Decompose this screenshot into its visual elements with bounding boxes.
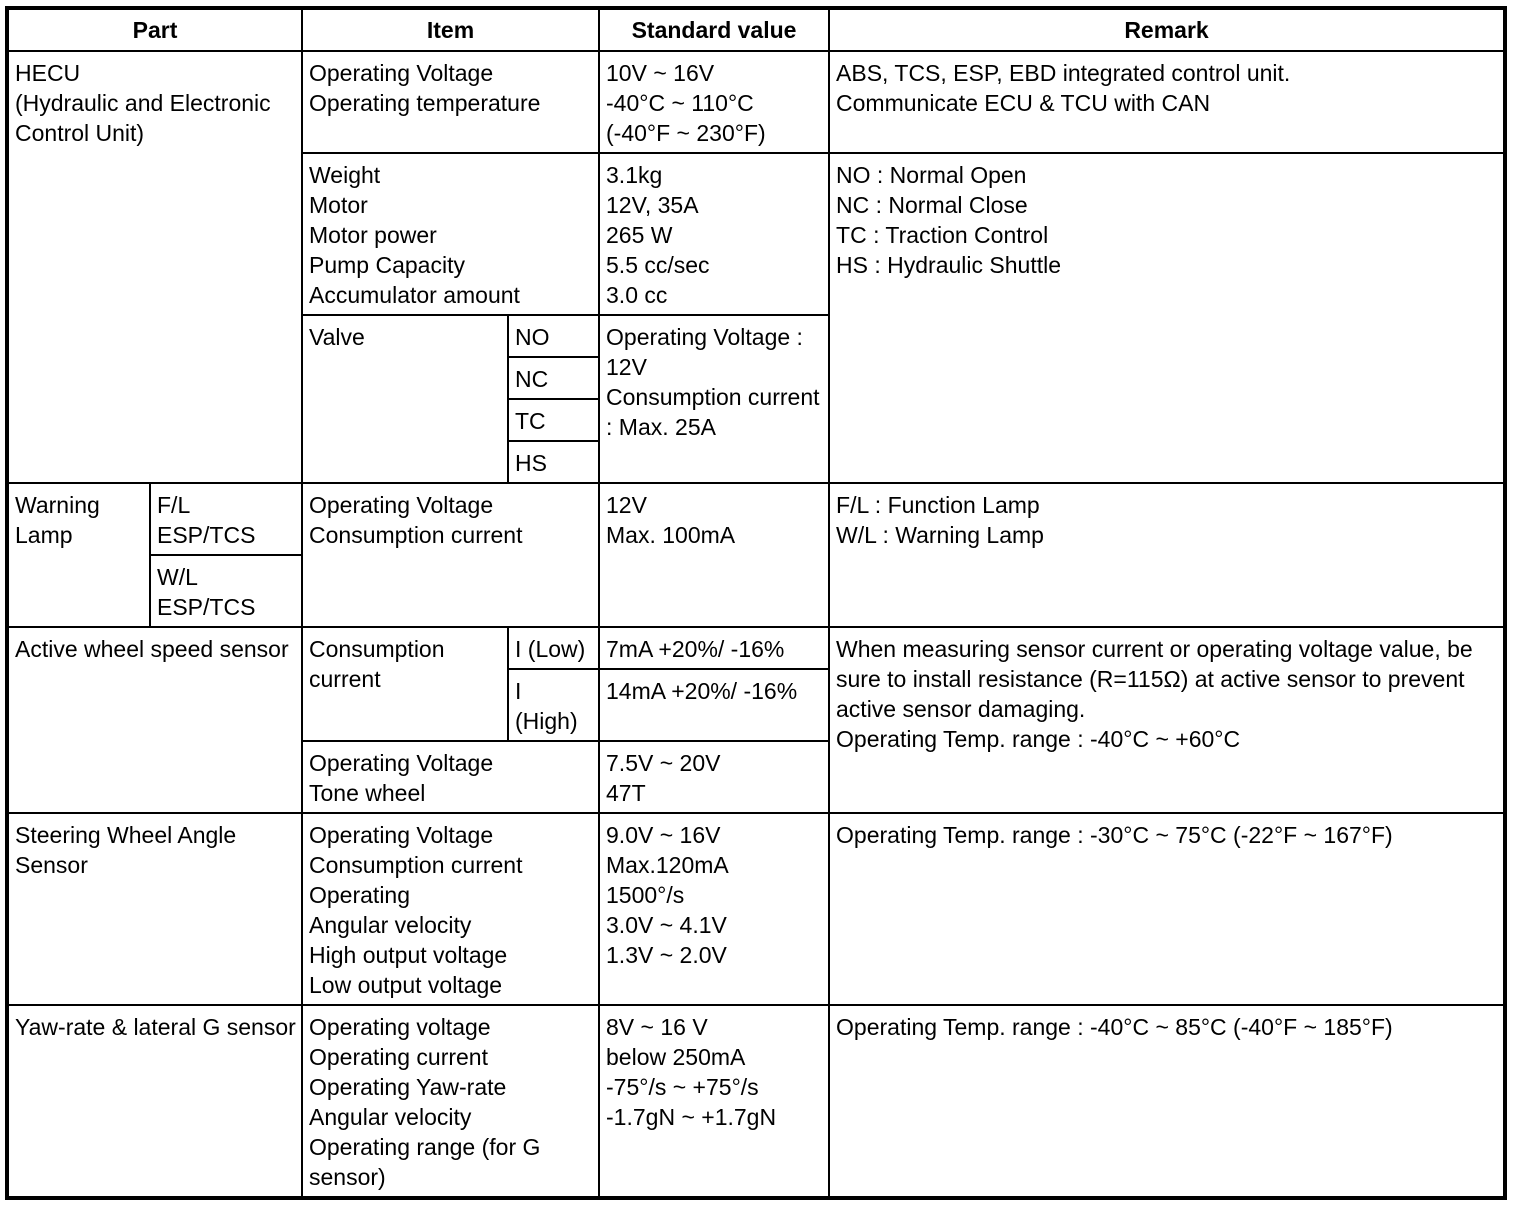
active-wheel-remark: When measuring sensor current or operating voltage value, be sure to install resistance (R=115Ω) at active sensor to prevent active sensor damaging. Operating Temp. range : -40°C ~ +60°C [829, 627, 1505, 813]
hecu-remark-1: ABS, TCS, ESP, EBD integrated control unit. Communicate ECU & TCU with CAN [829, 51, 1505, 153]
active-wheel-consumption-label: Consumption current [302, 627, 508, 741]
warning-lamp-part: Warning Lamp [7, 483, 150, 627]
header-standard-value: Standard value [599, 8, 829, 51]
table-row [7, 627, 1505, 669]
table-row [7, 1005, 1505, 1198]
hecu-part: HECU (Hydraulic and Electronic Control Unit) [7, 51, 302, 483]
steering-part: Steering Wheel Angle Sensor [7, 813, 302, 1005]
warning-lamp-sub-wl: W/L ESP/TCS [150, 555, 302, 627]
hecu-items-1: Operating Voltage Operating temperature [302, 51, 599, 153]
active-wheel-low-label: I (Low) [508, 627, 599, 669]
hecu-remark-2: NO : Normal Open NC : Normal Close TC : Traction Control HS : Hydraulic Shuttle [829, 153, 1505, 483]
yaw-values: 8V ~ 16 V below 250mA -75°/s ~ +75°/s -1.7gN ~ +1.7gN [599, 1005, 829, 1198]
warning-lamp-values: 12V Max. 100mA [599, 483, 829, 627]
active-wheel-items: Operating Voltage Tone wheel [302, 741, 599, 813]
table-row [7, 813, 1505, 1005]
yaw-items: Operating voltage Operating current Operating Yaw-rate Angular velocity Operating range (for G sensor) [302, 1005, 599, 1198]
active-wheel-part: Active wheel speed sensor [7, 627, 302, 813]
active-wheel-high-label: I (High) [508, 669, 599, 741]
steering-remark: Operating Temp. range : -30°C ~ 75°C (-22°F ~ 167°F) [829, 813, 1505, 1005]
active-wheel-low-value: 7mA +20%/ -16% [599, 627, 829, 669]
hecu-values-2: 3.1kg 12V, 35A 265 W 5.5 cc/sec 3.0 cc [599, 153, 829, 315]
hecu-items-2: Weight Motor Motor power Pump Capacity Accumulator amount [302, 153, 599, 315]
warning-lamp-sub-fl: F/L ESP/TCS [150, 483, 302, 555]
hecu-values-1: 10V ~ 16V -40°C ~ 110°C (-40°F ~ 230°F) [599, 51, 829, 153]
header-item: Item [302, 8, 599, 51]
valve-type-hs: HS [508, 441, 599, 483]
valve-label: Valve [302, 315, 508, 483]
valve-type-nc: NC [508, 357, 599, 399]
active-wheel-high-value: 14mA +20%/ -16% [599, 669, 829, 741]
active-wheel-values: 7.5V ~ 20V 47T [599, 741, 829, 813]
spec-table [5, 6, 1507, 1200]
steering-values: 9.0V ~ 16V Max.120mA 1500°/s 3.0V ~ 4.1V 1.3V ~ 2.0V [599, 813, 829, 1005]
table-row [7, 51, 1505, 153]
valve-value: Operating Voltage : 12V Consumption current : Max. 25A [599, 315, 829, 483]
valve-type-tc: TC [508, 399, 599, 441]
yaw-remark: Operating Temp. range : -40°C ~ 85°C (-40°F ~ 185°F) [829, 1005, 1505, 1198]
warning-lamp-remark: F/L : Function Lamp W/L : Warning Lamp [829, 483, 1505, 627]
warning-lamp-items: Operating Voltage Consumption current [302, 483, 599, 627]
header-part: Part [7, 8, 302, 51]
header-row [7, 8, 1505, 51]
table-row [7, 483, 1505, 555]
header-remark: Remark [829, 8, 1505, 51]
valve-type-no: NO [508, 315, 599, 357]
steering-items: Operating Voltage Consumption current Operating Angular velocity High output voltage Low output voltage [302, 813, 599, 1005]
yaw-part: Yaw-rate & lateral G sensor [7, 1005, 302, 1198]
